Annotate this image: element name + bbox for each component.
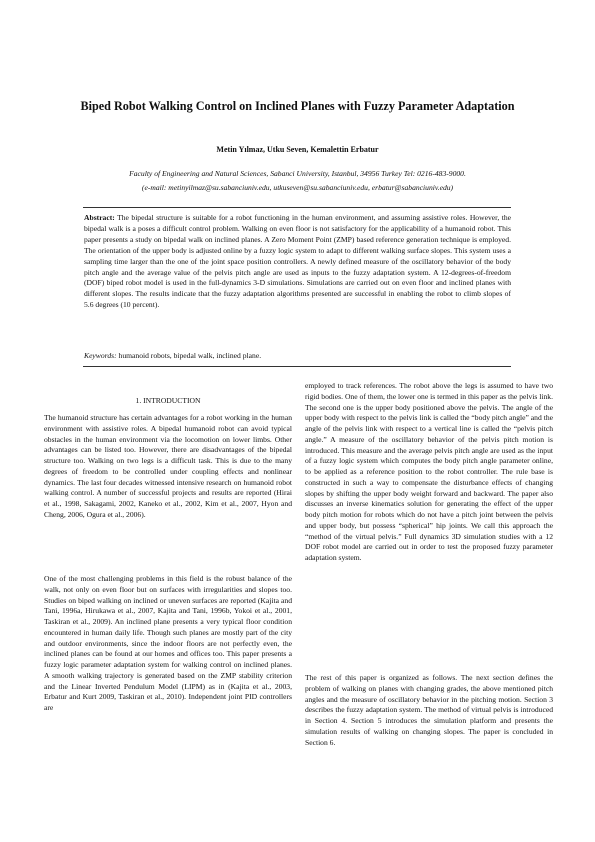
left-paragraph-1: The humanoid structure has certain advantages for a robot working in the human environment with assistive roles. A bipedal humanoid robot can avoid typical obstacles in the human environment via the locomotion on lower limbs. Other advantages can be listed too. However, there are disadvantages of the bipedal structure too. Walking on two legs is a difficult task. This is due to the many degrees of freedom to be controlled under coupling effects and nonlinear dynamics. The last four decades witnessed intensive research on humanoid robot walking control. A number of successful projects and results are reported (Hirai et al., 1998, Sakagami, 2002, Kaneko et al., 2002, Kim et al., 2007, Hyon and Cheng, 2006, Ogura et al., 2006). (44, 413, 292, 519)
affiliation-line: Faculty of Engineering and Natural Sciences, Sabanci University, Istanbul, 34956 Turkey Tel: 0216-483-9000. (129, 169, 466, 178)
right-paragraph-2: The rest of this paper is organized as follows. The next section defines the problem of walking on planes with changing grades, the above mentioned pitch angles and the measure of oscillatory behavior in the pitching motion. Section 3 describes the fuzzy adaptation system. The method of virtual pelvis is introduced in Section 4. Section 5 introduces the simulation platform and presents the simulation results of walking on changing slopes. The paper is concluded in Section 6. (305, 673, 553, 747)
abstract-top-rule (83, 207, 511, 208)
email-line: (e-mail: metinyilmaz@su.sabanciuniv.edu, utkuseven@su.sabanciuniv.edu, erbatur@sabanciuniv.edu) (141, 183, 454, 192)
abstract-label: Abstract: (84, 213, 115, 222)
left-paragraph-2: One of the most challenging problems in this field is the robust balance of the walk, not only on even floor but on surfaces with irregularities and slopes too. Studies on biped walking on inclined or uneven surfaces are reported (Kajita and Tani, 1996a, Hirukawa et al., 2007, Kajita and Tani, 1996b, Yokoi et al., 2001, Taskiran et al., 2009). An inclined plane presents a very typical floor condition encountered in human daily life. Though such planes are mostly part of the city and outdoor environments, since the indoor floors are not perfectly even, the inclined planes can be found at our homes and offices too. This paper presents a fuzzy logic parameter adaptation system for walking control on inclined planes. A smooth walking trajectory is generated based on the ZMP stability criterion and the Linear Inverted Pendulum Model (LIPM) as in (Kajita et al., 2003, Erbatur and Kurt 2009, Taskiran et al., 2010). Independent joint PID controllers are (44, 574, 292, 712)
right-paragraph-1: employed to track references. The robot above the legs is assumed to have two rigid bodies. One of them, the lower one is termed in this paper as the pelvis link. The second one is the upper body positioned above the pelvis. The angle of the upper body with respect to the pelvis link is called the “body pitch angle” and the angle of the pelvis link with respect to a vertical line is called the “pelvis pitch angle.” A measure of the oscillatory behavior of the pelvis pitch motion is introduced. This measure and the average pelvis pitch angle are used as the input of a fuzzy logic system which computes the body pitch angle parameter online, to be applied as a reference position to the robot controller. The rule base is constructed in such a way to compensate the disturbance effects of changing slopes by shifting the upper body weight forward and backward. The paper also discusses an inverse kinematics solution for generating the effect of the upper body pitch motion for robots which do not have a pitch joint between the pelvis and upper body, but possess “spherical” hip joints. We call this approach the “method of the virtual pelvis.” Full dynamics 3D simulation studies with a 12 DOF robot model are carried out in order to test the proposed fuzzy parameter adaptation system. (305, 381, 553, 562)
paper-title: Biped Robot Walking Control on Inclined Planes with Fuzzy Parameter Adaptation (80, 99, 515, 113)
abstract-text: The bipedal structure is suitable for a robot functioning in the human environment, and assuming assistive roles. However, the bipedal walk is a poses a difficult control problem. Walking on even floor is not satisfactory for the applicability of a humanoid robot. This paper presents a study on bipedal walk on inclined planes. A Zero Moment Point (ZMP) based reference generation technique is employed. The orientation of the upper body is adjusted online by a fuzzy logic system to adapt to different walking surface slopes. This system uses a sampling time larger than the one of the joint space position controllers. A newly defined measure of the oscillatory behavior of the body pitch angle and the average value of the pelvis pitch angle are used as inputs to the fuzzy adaptation system. A 12-degrees-of-freedom (DOF) biped robot model is used in the full-dynamics 3-D simulations. Simulations are carried out on even floor and inclined planes with different slopes. The results indicate that the fuzzy adaptation algorithms presented are successful in enabling the robot to climb slopes of 5.6 degrees (10 percent). (84, 213, 511, 310)
affiliation-block (50, 167, 545, 195)
abstract (84, 213, 511, 311)
keywords-label: Keywords: (84, 351, 117, 360)
author-list: Metin Yılmaz, Utku Seven, Kemalettin Erbatur (216, 145, 379, 154)
abstract-bottom-rule (83, 366, 511, 367)
section-heading-introduction: 1. INTRODUCTION (135, 396, 201, 405)
keywords (84, 350, 511, 361)
keywords-text: humanoid robots, bipedal walk, inclined plane. (118, 351, 262, 360)
